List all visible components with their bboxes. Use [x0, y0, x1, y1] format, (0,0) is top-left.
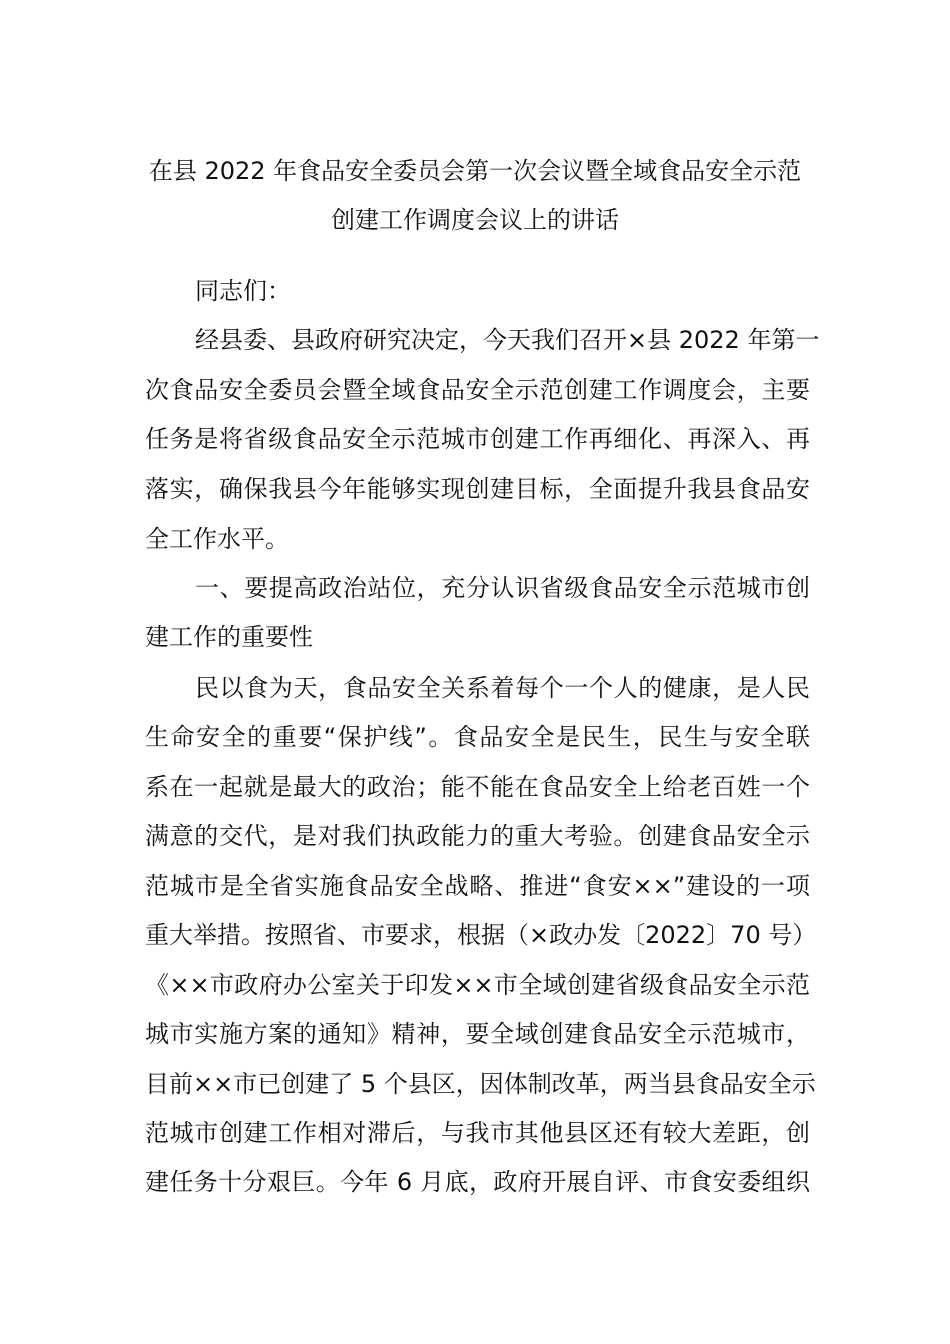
- paragraph-line: 满意的交代，是对我们执政能力的重大考验。创建食品安全示: [145, 822, 810, 850]
- paragraph-line: 次食品安全委员会暨全域食品安全示范创建工作调度会，主要: [145, 376, 810, 404]
- paragraph-line: 经县委、县政府研究决定，今天我们召开×县 2022 年第一: [195, 326, 820, 354]
- paragraph-line: 生命安全的重要“保护线”。食品安全是民生，民生与安全联: [145, 723, 810, 751]
- paragraph-line: 民以食为天，食品安全关系着每个一个人的健康，是人民: [195, 674, 810, 702]
- paragraph-line: 全工作水平。: [145, 525, 289, 553]
- document-title-line-1: 在县 2022 年食品安全委员会第一次会议暨全域食品安全示范: [148, 157, 802, 185]
- paragraph-line: 任务是将省级食品安全示范城市创建工作再细化、再深入、再: [145, 425, 810, 453]
- salutation: 同志们：: [195, 277, 291, 305]
- document-title-line-2: 创建工作调度会议上的讲话: [331, 206, 619, 234]
- paragraph-line: 落实，确保我县今年能够实现创建目标，全面提升我县食品安: [145, 475, 810, 503]
- paragraph-line: 范城市是全省实施食品安全战略、推进“食安××”建设的一项: [145, 872, 810, 900]
- section-heading-line: 建工作的重要性: [145, 623, 313, 651]
- paragraph-line: 范城市创建工作相对滞后，与我市其他县区还有较大差距，创: [145, 1119, 810, 1147]
- paragraph-line: 目前××市已创建了 5 个县区，因体制改革，两当县食品安全示: [145, 1070, 816, 1098]
- paragraph-line: 城市实施方案的通知》精神，要全域创建食品安全示范城市，: [145, 1020, 810, 1048]
- paragraph-line: 《××市政府办公室关于印发××市全域创建省级食品安全示范: [145, 971, 810, 999]
- paragraph-line: 建任务十分艰巨。今年 6 月底，政府开展自评、市食安委组织: [145, 1168, 810, 1196]
- section-heading-line: 一、要提高政治站位，充分认识省级食品安全示范城市创: [195, 574, 810, 602]
- paragraph-line: 重大举措。按照省、市要求，根据（×政办发〔2022〕70 号）: [145, 921, 817, 949]
- paragraph-line: 系在一起就是最大的政治；能不能在食品安全上给老百姓一个: [145, 773, 810, 801]
